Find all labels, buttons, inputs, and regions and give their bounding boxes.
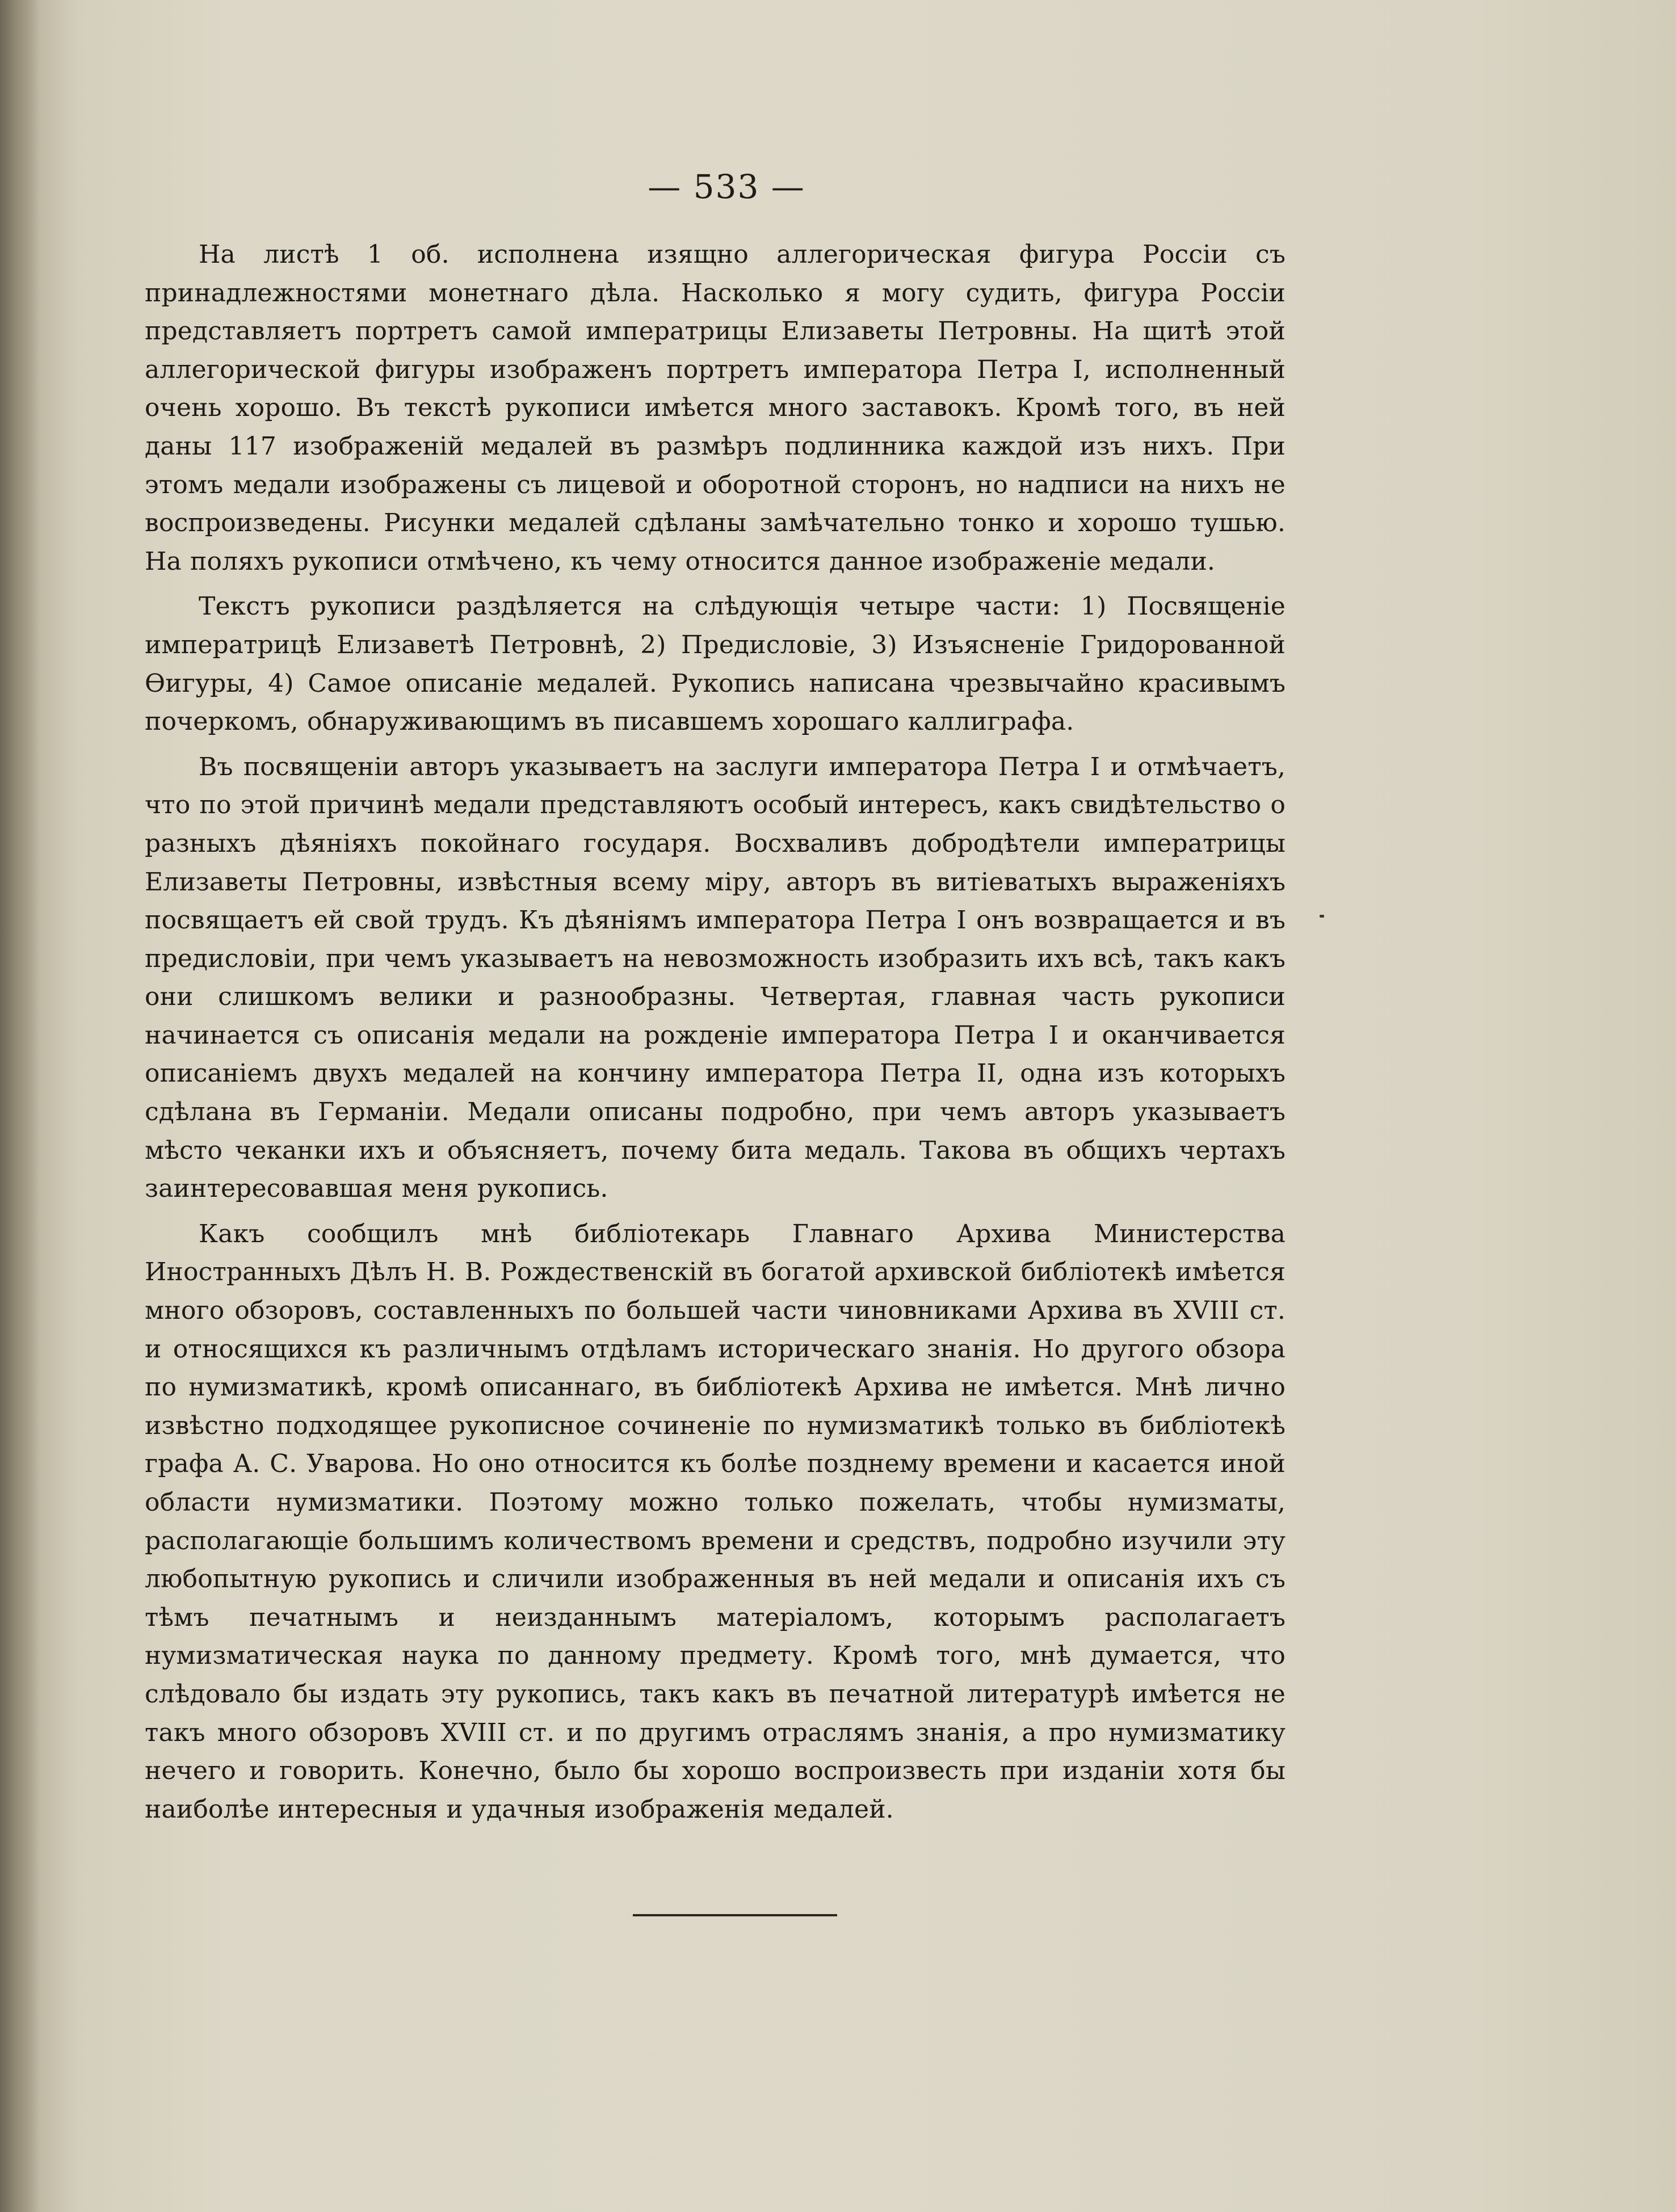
ink-speck bbox=[1320, 915, 1324, 918]
body-text bbox=[145, 236, 1286, 1835]
binding-shadow bbox=[0, 0, 40, 2212]
paragraph-3: Въ посвященіи авторъ указываетъ на заслуги императора Петра I и отмѣчаетъ, что по этой причинѣ медали представляютъ особый интересъ, какъ свидѣтельство о разныхъ дѣяніяхъ покойнаго государя. Восхваливъ добродѣтели императрицы Елизаветы Петровны, извѣстныя всему міру, авторъ въ витіеватыхъ выраженіяхъ посвящаетъ ей свой трудъ. Къ дѣяніямъ императора Петра I онъ возвращается и въ предисловіи, при чемъ указываетъ на невозможность изобразить ихъ всѣ, такъ какъ они слишкомъ велики и разнообразны. Четвертая, главная часть рукописи начинается съ описанія медали на рожденіе императора Петра I и оканчивается описаніемъ двухъ медалей на кончину императора Петра II, одна изъ которыхъ сдѣлана въ Германіи. Медали описаны подробно, при чемъ авторъ указываетъ мѣсто чеканки ихъ и объясняетъ, почему бита медаль. Такова въ общихъ чертахъ заинтересовавшая меня рукопись. bbox=[145, 752, 1286, 1204]
end-rule-divider bbox=[633, 1914, 837, 1916]
paragraph-2: Текстъ рукописи раздѣляется на слѣдующія четыре части: 1) Посвященіе императрицѣ Елизаветѣ Петровнѣ, 2) Предисловіе, 3) Изъясненіе Гридорованной Ѳигуры, 4) Самое описаніе медалей. Рукопись написана чрезвычайно красивымъ почеркомъ, обнаруживающимъ въ писавшемъ хорошаго каллиграфа. bbox=[145, 592, 1286, 737]
paragraph-4: Какъ сообщилъ мнѣ библіотекарь Главнаго Архива Министерства Иностранныхъ Дѣлъ Н. В. Рождественскій въ богатой архивской библіотекѣ имѣется много обзоровъ, составленныхъ по большей части чиновниками Архива въ XVIII ст. и относящихся къ различнымъ отдѣламъ историческаго знанія. Но другого обзора по нумизматикѣ, кромѣ описаннаго, въ библіотекѣ Архива не имѣется. Мнѣ лично извѣстно подходящее рукописное сочиненіе по нумизматикѣ только въ библіотекѣ графа А. С. Уварова. Но оно относится къ болѣе позднему времени и касается иной области нумизматики. Поэтому можно только пожелать, чтобы нумизматы, располагающіе большимъ количествомъ времени и средствъ, подробно изучили эту любопытную рукопись и сличили изображенныя въ ней медали и описанія ихъ съ тѣмъ печатнымъ и неизданнымъ матеріаломъ, которымъ располагаетъ нумизматическая наука по данному предмету. Кромѣ того, мнѣ думается, что слѣдовало бы издать эту рукопись, такъ какъ въ печатной литературѣ имѣется не такъ много обзоровъ XVIII ст. и по другимъ отраслямъ знанія, а про нумизматику нечего и говорить. Конечно, было бы хорошо воспроизвесть при изданіи хотя бы наиболѣе интересныя и удачныя изображенія медалей. bbox=[145, 1219, 1286, 1824]
paragraph-1: На листѣ 1 об. исполнена изящно аллегорическая фигура Россіи съ принадлежностями монетнаго дѣла. Насколько я могу судить, фигура Россіи представляетъ портретъ самой императрицы Елизаветы Петровны. На щитѣ этой аллегорической фигуры изображенъ портретъ императора Петра I, исполненный очень хорошо. Въ текстѣ рукописи имѣется много заставокъ. Кромѣ того, въ ней даны 117 изображеній медалей въ размѣръ подлинника каждой изъ нихъ. При этомъ медали изображены съ лицевой и оборотной сторонъ, но надписи на нихъ не воспроизведены. Рисунки медалей сдѣланы замѣчательно тонко и хорошо тушью. На поляхъ рукописи отмѣчено, къ чему относится данное изображеніе медали. bbox=[145, 240, 1286, 576]
page-number: — 533 — bbox=[648, 167, 805, 206]
